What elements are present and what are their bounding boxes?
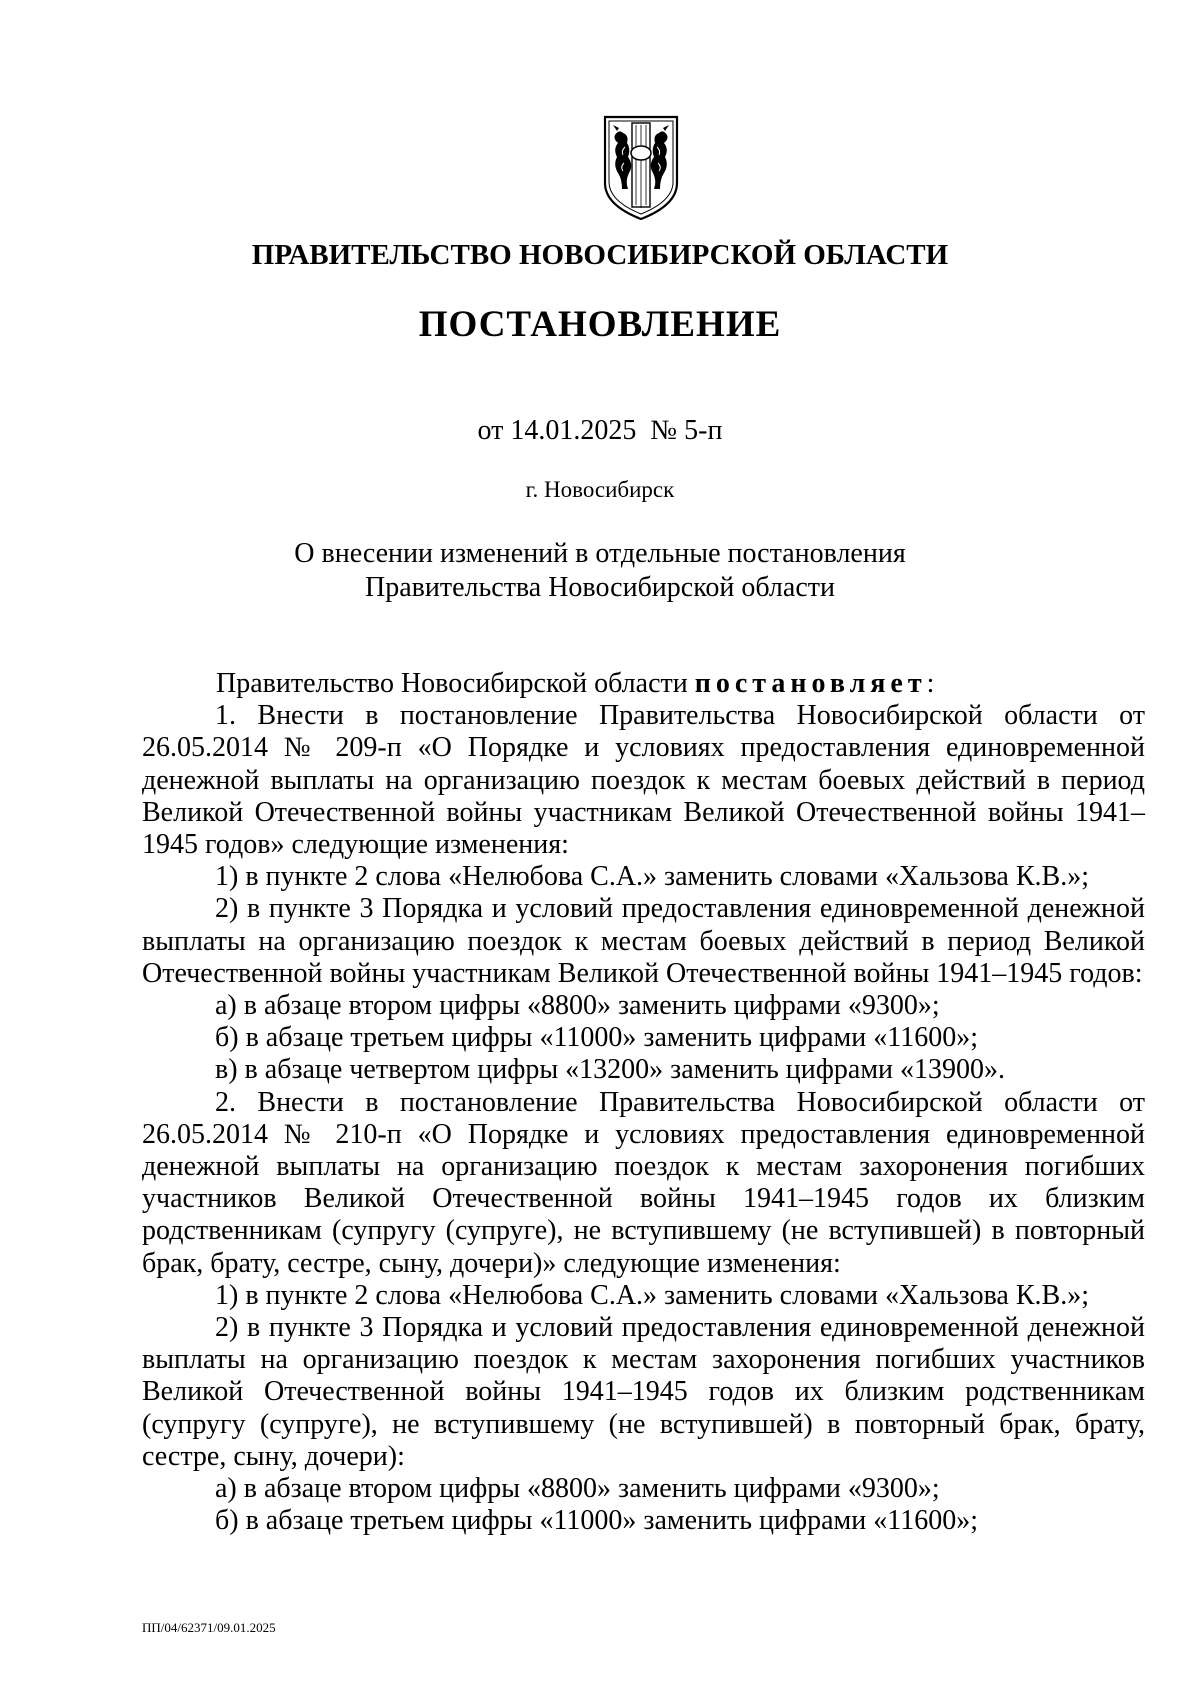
document-body xyxy=(142,668,1145,1537)
subparagraph: в) в абзаце четвертом цифры «13200» заменить цифрами «13900». xyxy=(215,1054,1006,1086)
intro-suffix: : xyxy=(926,668,935,699)
intro-resolves: постановляет xyxy=(694,668,927,699)
resolution-intro xyxy=(142,668,1145,700)
novosibirsk-coat-of-arms-icon xyxy=(601,113,681,223)
subparagraph: 1) в пункте 2 слова «Нелюбова С.А.» заменить словами «Хальзова К.В.»; xyxy=(215,861,1089,893)
organization-title: ПРАВИТЕЛЬСТВО НОВОСИБИРСКОЙ ОБЛАСТИ xyxy=(251,239,949,271)
subparagraph: а) в абзаце втором цифры «8800» заменить цифрами «9300»; xyxy=(215,990,940,1022)
subject-line: О внесении изменений в отдельные постановления xyxy=(294,538,906,569)
intro-prefix: Правительство Новосибирской области xyxy=(216,668,695,699)
document-footer-code: ПП/04/62371/09.01.2025 xyxy=(142,1620,276,1635)
paragraph-item-2: 2. Внести в постановление Правительства Новосибирской области от 26.05.2014 № 210-п «О Порядке и условиях предоставления единовременной денежной выплаты на организацию поездок к местам захоронения погибших участников Великой Отечественной войны 1941–1945 годов их близким родственникам (супругу (супруге), не вступившему (не вступившей) в повторный брак, брату, сестре, сыну, дочери)» следующие изменения: xyxy=(142,1086,1145,1279)
document-date: от 14.01.2025 xyxy=(477,415,637,446)
paragraph-item-1: 1. Внести в постановление Правительства Новосибирской области от 26.05.2014 № 209-п «О Порядке и условиях предоставления единовременной денежной выплаты на организацию поездок к местам боевых действий в период Великой Отечественной войны участникам Великой Отечественной войны 1941–1945 годов» следующие изменения: xyxy=(142,700,1145,861)
subparagraph: 1) в пункте 2 слова «Нелюбова С.А.» заменить словами «Хальзова К.В.»; xyxy=(215,1279,1089,1311)
subparagraph: а) в абзаце втором цифры «8800» заменить цифрами «9300»; xyxy=(215,1473,940,1505)
subparagraph: б) в абзаце третьем цифры «11000» заменить цифрами «11600»; xyxy=(215,1505,978,1537)
document-date-number xyxy=(0,413,1200,449)
subject-line: Правительства Новосибирской области xyxy=(365,572,835,603)
subparagraph: 2) в пункте 3 Порядка и условий предоставления единовременной денежной выплаты на организацию поездок к местам захоронения погибших участников Великой Отечественной войны 1941–1945 годов их близким родственникам (супругу (супруге), не вступившему (не вступившей) в повторный брак, брату, сестре, сыну, дочери): xyxy=(142,1312,1145,1472)
document-subject xyxy=(0,537,1200,605)
subparagraph: 2) в пункте 3 Порядка и условий предоставления единовременной денежной выплаты на организацию поездок к местам боевых действий в период Великой Отечественной войны участникам Великой Отечественной войны 1941–1945 годов: xyxy=(142,893,1145,989)
document-type-title: ПОСТАНОВЛЕНИЕ xyxy=(418,304,782,345)
subparagraph: б) в абзаце третьем цифры «11000» заменить цифрами «11600»; xyxy=(215,1022,978,1054)
document-number: № 5-п xyxy=(650,415,723,446)
document-city: г. Новосибирск xyxy=(525,477,675,502)
